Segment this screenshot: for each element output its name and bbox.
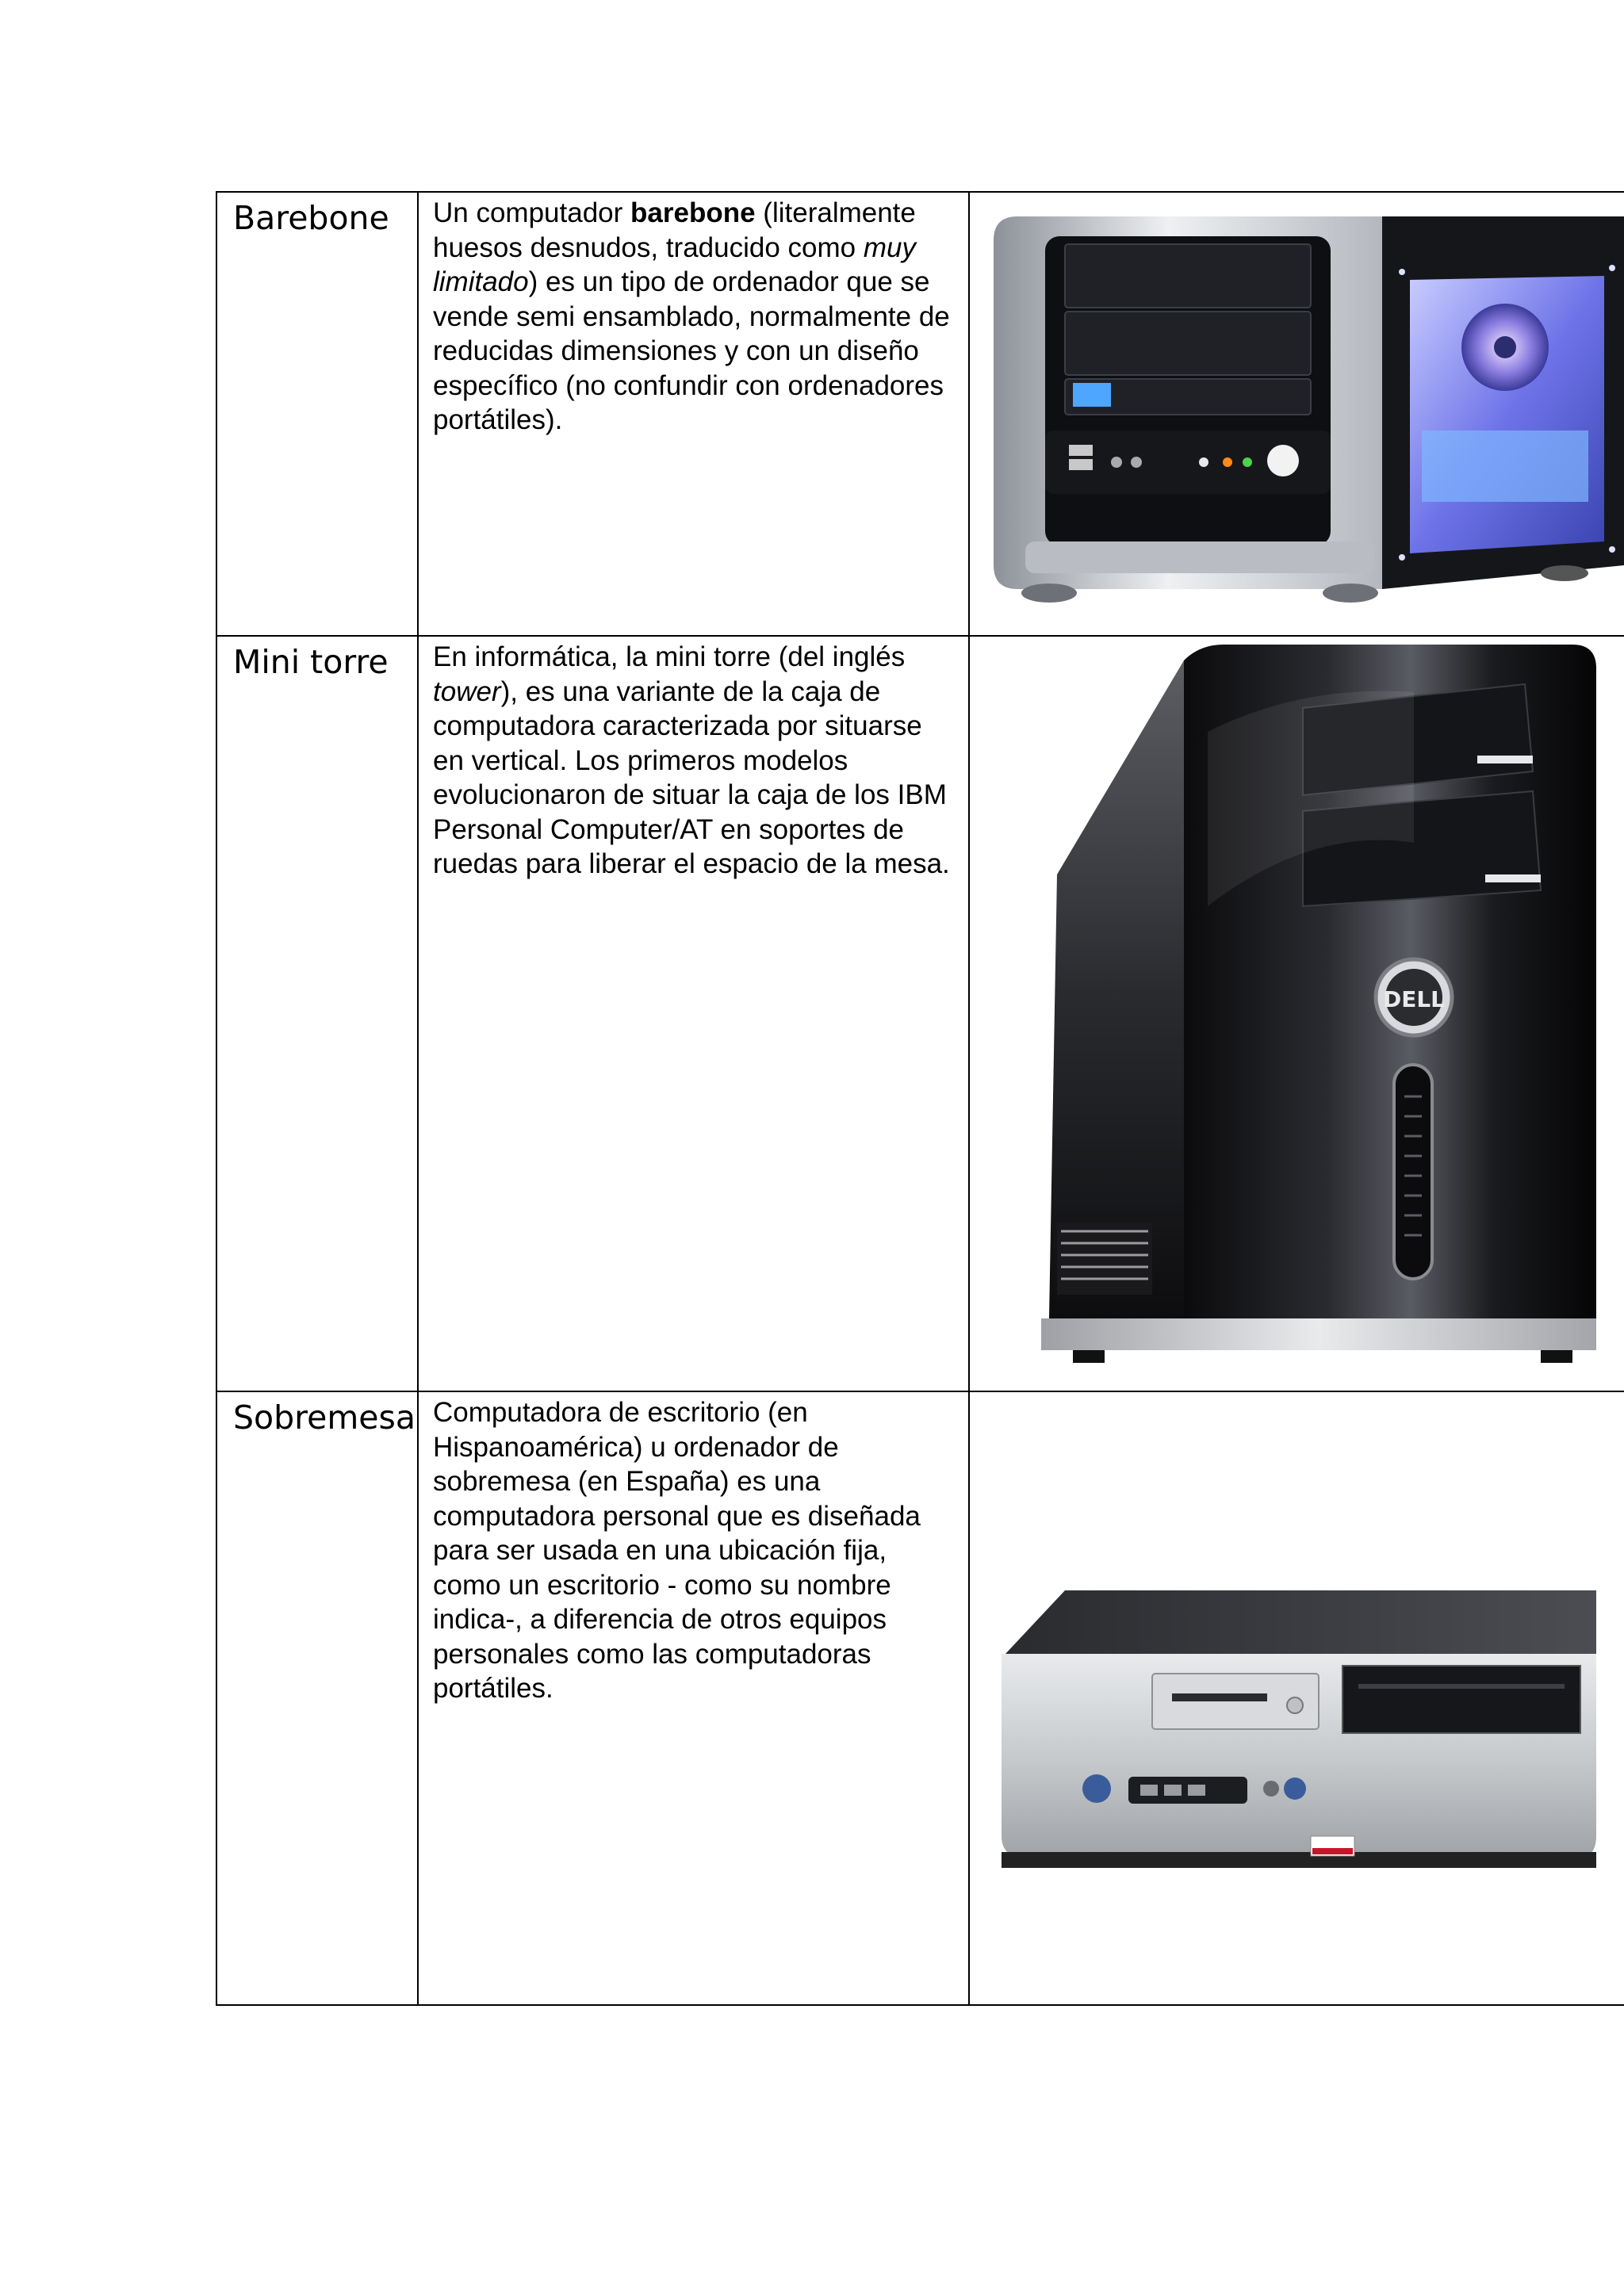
description-text: En informática, la mini torre (del inglés tower), es una variante de la caja de computadora caracterizada por situarse en vertical. Los primeros modelos evolucionaron de situar la caja de los IBM Personal Computer/AT en soportes de ruedas para liberar el espacio de la mesa. [433, 641, 950, 879]
document-table [216, 191, 1624, 2006]
description-cell [418, 1391, 969, 2005]
barebone-computer-photo [970, 193, 1624, 633]
term-cell [216, 636, 418, 1391]
term-cell [216, 192, 418, 636]
description-text: Computadora de escritorio (en Hispanoamérica) u ordenador de sobremesa (en España) es una computadora personal que es diseñada para ser usada en una ubicación fija, como un escritorio - como su nombre indica-, a diferencia de otros equipos personales como las computadoras portátiles. [433, 1397, 921, 1704]
mini-tower-computer-photo [970, 637, 1624, 1390]
image-cell [969, 1391, 1624, 2005]
table-row [216, 1391, 1624, 2005]
mini-tower-computer-image [970, 637, 1624, 1390]
term-label: Mini torre [233, 643, 389, 681]
term-label: Barebone [233, 199, 389, 237]
description-cell [418, 636, 969, 1391]
barebone-computer-image [970, 193, 1624, 633]
brand-logo-text: DELL [1382, 986, 1446, 1012]
table-row [216, 192, 1624, 636]
desktop-computer-image [970, 1392, 1624, 2003]
description-text: Un computador barebone (literalmente huesos desnudos, traducido como muy limitado) es un tipo de ordenador que se vende semi ensamblado, normalmente de reducidas dimensiones y con un diseño específico (no confundir con ordenadores portátiles). [433, 197, 950, 435]
image-cell [969, 636, 1624, 1391]
image-cell [969, 192, 1624, 636]
description-cell [418, 192, 969, 636]
desktop-computer-photo [970, 1392, 1624, 2003]
term-cell [216, 1391, 418, 2005]
table-row [216, 636, 1624, 1391]
term-label: Sobremesa [233, 1399, 416, 1437]
